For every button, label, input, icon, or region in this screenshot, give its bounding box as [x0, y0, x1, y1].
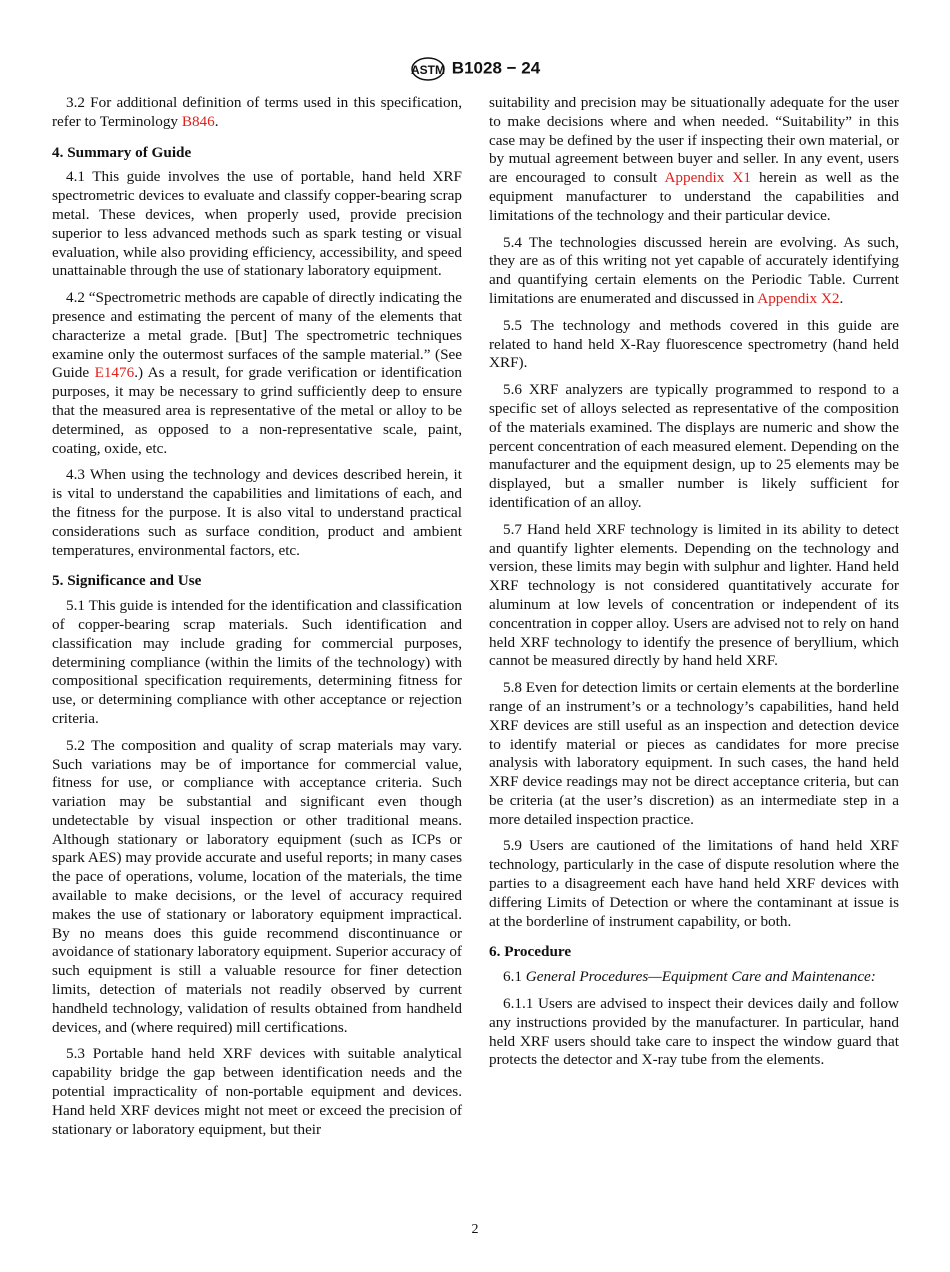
- italic-title: General Procedures—Equipment Care and Maintenance:: [525, 968, 876, 986]
- text: 5.4 The technologies discussed herein are evolving. As such, they are as of this writing not yet capable of accurately identifying and quantifying certain elements on the Periodic Table. Current limitations are enumerated and discussed in: [489, 233, 899, 307]
- paragraph-5-4: [489, 234, 899, 309]
- paragraph-5-3-continued: [489, 94, 899, 226]
- paragraph-5-6: 5.6 XRF analyzers are typically programmed to respond to a specific set of alloys selected as representative of the composition of the materials examined. The displays are numeric and show the percent concentration of each measured element. Depending on the manufacturer and the equipment design, up to 25 elements may be displayed, but a smaller number is likely sufficient for identification of an alloy.: [489, 381, 899, 511]
- text: 3.2 For additional definition of terms used in this specification, refer to Terminology: [52, 94, 462, 130]
- text: suitability and precision may be situationally adequate for the user to make decisions where and when needed. “Suitability” in this case may be defined by the user if inspecting their own material, or by mutual agreement between buyer and seller. In any event, users are encouraged to consult: [489, 94, 899, 187]
- paragraph-6-1-1: 6.1.1 Users are advised to inspect their devices daily and follow any instructions provided by the manufacturer. In particular, hand held XRF users should take care to inspect the window guard that protects the detector and X-ray tube from the elements.: [489, 995, 899, 1069]
- paragraph-5-3: 5.3 Portable hand held XRF devices with suitable analytical capability bridge the gap between identification needs and the potential impracticality of non-portable equipment and devices. Hand held XRF devices might not meet or exceed the precision of stationary or laboratory equipment, but their: [52, 1045, 462, 1138]
- left-column: [52, 94, 462, 1147]
- right-column: [489, 94, 899, 1078]
- link-b846[interactable]: B846: [181, 112, 215, 130]
- paragraph-4-2: [52, 289, 462, 458]
- svg-text:ASTM: ASTM: [410, 63, 445, 77]
- astm-logo-icon: [410, 56, 446, 82]
- page-header: [0, 56, 950, 82]
- paragraph-5-7: 5.7 Hand held XRF technology is limited in its ability to detect and quantify lighter elements. Depending on the technology and version, these limits may begin with sulphur and lighter. Hand held XRF technology is not considered quantitatively accurate for aluminum at low levels of concentration or independent of its concentration in copper alloy. Users are advised not to rely on hand held XRF technology to identify the presence of beryllium, which cannot be measured directly by hand held XRF.: [489, 520, 899, 670]
- text: 6.1: [503, 968, 526, 986]
- link-appendix-x1[interactable]: Appendix X1: [664, 169, 751, 187]
- section-heading-4: 4. Summary of Guide: [52, 143, 192, 161]
- section-heading-6: 6. Procedure: [489, 943, 572, 961]
- paragraph-5-9: 5.9 Users are cautioned of the limitations of hand held XRF technology, particularly in the case of dispute resolution where the parties to a disagreement each have hand held XRF devices with differing Limits of Detection or where the contaminant at issue is at the borderline of instrument capability, or both.: [489, 837, 899, 930]
- paragraph-5-1: 5.1 This guide is intended for the identification and classification of copper-bearing scrap materials. Such identification and classification may include grading for commercial purposes, determining compliance (within the limits of the technology) with compositional specification requirements, determining fitness for use, or determining compliance with other acceptance or rejection criteria.: [52, 597, 462, 727]
- paragraph-4-3: 4.3 When using the technology and devices described herein, it is vital to understand the capabilities and limitations of each, and the fitness for the purpose. It is also vital to understand practical considerations such as surface condition, product and ambient temperatures, environmental factors, etc.: [52, 466, 462, 559]
- link-appendix-x2[interactable]: Appendix X2: [757, 289, 840, 307]
- paragraph-5-5: 5.5 The technology and methods covered in this guide are related to hand held X-Ray fluorescence spectrometry (hand held XRF).: [489, 316, 899, 372]
- section-heading-5: 5. Significance and Use: [52, 572, 202, 590]
- text: herein as well as the equipment manufacturer to understand the capabilities and limitations of the technology and their particular device.: [489, 169, 899, 224]
- text: .) As a result, for grade verification or identification purposes, it may be necessary to grind sufficiently deep to ensure that the measured area is representative of the metal or alloy to be determined, as opposed to a non-representative scale, paint, coating, oxide, etc.: [52, 364, 462, 457]
- paragraph-6-1: [489, 968, 899, 987]
- text: .: [214, 112, 219, 130]
- paragraph-5-2: 5.2 The composition and quality of scrap materials may vary. Such variations may be of importance for commercial value, fitness for use, or compliance with acceptance criteria. Such variation may be substantial and significant even though undetectable by visual inspection or other traditional means. Although stationary or laboratory equipment (such as ICPs or spark AES) may provide accurate and useful reports; in many cases the pace of operations, volume, location of the materials, the time available to make decisions, or the level of accuracy required makes the use of stationary or laboratory equipment impractical. By no means does this guide recommend discontinuance or avoidance of stationary laboratory equipment. Superior accuracy of such equipment is still a valuable resource for finer detection limits, detection of materials not readily observed by current handheld technology, validation of results obtained from handheld devices, and (where required) mill certifications.: [52, 736, 462, 1036]
- paragraph-3-2: [52, 94, 462, 132]
- text: .: [839, 289, 844, 307]
- text: 4.2 “Spectrometric methods are capable of directly indicating the presence and estimating the percent of many of the elements that characterize a metal grade. [But] The spectrometric techniques examine only the outermost surfaces of the sample material.” (See Guide: [52, 289, 462, 382]
- paragraph-4-1: 4.1 This guide involves the use of portable, hand held XRF spectrometric devices to evaluate and classify copper-bearing scrap metal. These devices, when properly used, provide precision superior to less advanced methods such as spark testing or visual evaluation, while also providing efficiency, accessibility, and speed unattainable through the use of stationary laboratory equipment.: [52, 168, 462, 280]
- page-number: 2: [471, 1222, 479, 1237]
- paragraph-5-8: 5.8 Even for detection limits or certain elements at the borderline range of an instrument’s or a technology’s capabilities, hand held XRF devices are still useful as an inspection and detection device to identify material or pieces as candidates for more precise analysis with laboratory equipment. In such cases, the hand held XRF device readings may not be direct acceptance criteria, but can be criteria (at the user’s discretion) as an intermediate step in a more detailed inspection practice.: [489, 679, 900, 828]
- link-e1476[interactable]: E1476: [94, 364, 135, 382]
- document-designation: B1028 − 24: [451, 58, 541, 78]
